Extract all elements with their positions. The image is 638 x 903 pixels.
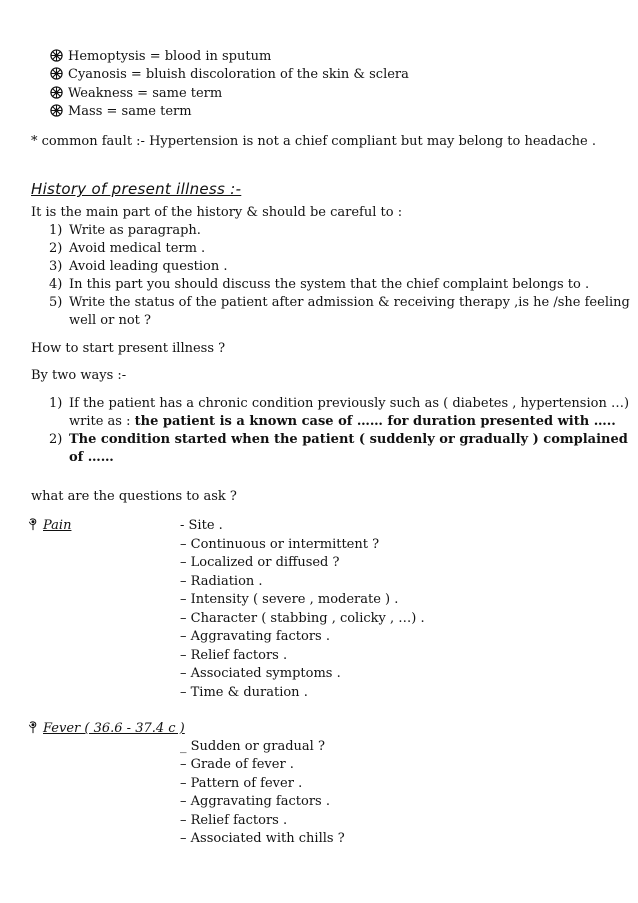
fever-heading [27, 720, 185, 738]
pain-question: – Intensity ( severe , moderate ) . [180, 592, 399, 607]
section-title: History of present illness :- [31, 180, 242, 198]
numbered-rule [49, 222, 201, 240]
symptom-text: Mass = same term [68, 104, 192, 119]
symptom-bullet [50, 66, 409, 84]
rule-continuation: well or not ? [69, 313, 151, 328]
numbered-rule [49, 258, 228, 276]
flower-bullet-icon [50, 49, 63, 62]
symptom-text: Hemoptysis = blood in sputum [68, 49, 272, 64]
way-text-continuation [69, 413, 616, 431]
numbered-rule [49, 240, 206, 258]
numbered-rule [49, 276, 590, 294]
fever-question: – Aggravating factors . [180, 794, 330, 809]
two-ways-label: By two ways :- [31, 368, 127, 383]
fever-question: – Grade of fever . [180, 757, 294, 772]
fever-question: – Relief factors . [180, 813, 288, 828]
rule-text: Avoid medical term . [69, 241, 206, 256]
symptom-bullet [50, 103, 192, 121]
rule-number: 3) [49, 259, 63, 274]
pain-question: – Aggravating factors . [180, 629, 330, 644]
way-prefix: write as : [69, 414, 135, 429]
questions-heading: what are the questions to ask ? [31, 489, 237, 504]
symptom-bullet [50, 48, 271, 66]
symptom-text: Cyanosis = bluish discoloration of the skin & sclera [68, 67, 409, 82]
pain-question: – Associated symptoms . [180, 666, 341, 681]
pain-question: – Radiation . [180, 574, 263, 589]
way-number: 2) [49, 432, 63, 447]
rose-bullet-icon [27, 721, 39, 734]
rule-text: Avoid leading question . [69, 259, 228, 274]
how-to-start-question: How to start present illness ? [31, 341, 226, 356]
flower-bullet-icon [50, 104, 63, 117]
pain-question: – Relief factors . [180, 648, 288, 663]
fever-question: – Pattern of fever . [180, 776, 303, 791]
symptom-bullet [50, 85, 222, 103]
pain-question: – Localized or diffused ? [180, 555, 340, 570]
pain-heading [27, 517, 71, 535]
way-item [49, 395, 630, 413]
fever-question: – Associated with chills ? [180, 831, 345, 846]
pain-question: – Character ( stabbing , colicky , …) . [180, 611, 425, 626]
rule-number: 1) [49, 223, 63, 238]
way-item [49, 431, 628, 449]
pain-question: – Time & duration . [180, 685, 308, 700]
way-text: If the patient has a chronic condition previously such as ( diabetes , hypertension …) [69, 396, 630, 411]
rule-text: In this part you should discuss the system that the chief complaint belongs to . [69, 277, 590, 292]
common-fault-note: * common fault :- Hypertension is not a chief compliant but may belong to headache . [31, 134, 596, 149]
flower-bullet-icon [50, 67, 63, 80]
fever-question: _ Sudden or gradual ? [180, 739, 325, 754]
way-bold-text: of …… [69, 450, 114, 465]
flower-bullet-icon [50, 86, 63, 99]
way-bold-text: the patient is a known case of …… for duration presented with ….. [134, 414, 616, 429]
way-text-continuation [69, 449, 114, 467]
rule-number: 4) [49, 277, 63, 292]
way-number: 1) [49, 396, 63, 411]
pain-label: Pain [43, 518, 72, 533]
rule-number: 2) [49, 241, 63, 256]
rule-number: 5) [49, 295, 63, 310]
fever-label: Fever ( 36.6 - 37.4 c ) [43, 721, 185, 736]
pain-question: - Site . [180, 518, 223, 533]
rule-text: Write as paragraph. [69, 223, 201, 238]
pain-question: – Continuous or intermittent ? [180, 537, 380, 552]
rule-text: Write the status of the patient after admission & receiving therapy ,is he /she feeling [69, 295, 630, 310]
rose-bullet-icon [27, 518, 39, 531]
way-bold-text: The condition started when the patient ( suddenly or gradually ) complained [69, 432, 628, 447]
symptom-text: Weakness = same term [68, 86, 223, 101]
numbered-rule [49, 294, 630, 312]
intro-text: It is the main part of the history & should be careful to : [31, 205, 403, 220]
